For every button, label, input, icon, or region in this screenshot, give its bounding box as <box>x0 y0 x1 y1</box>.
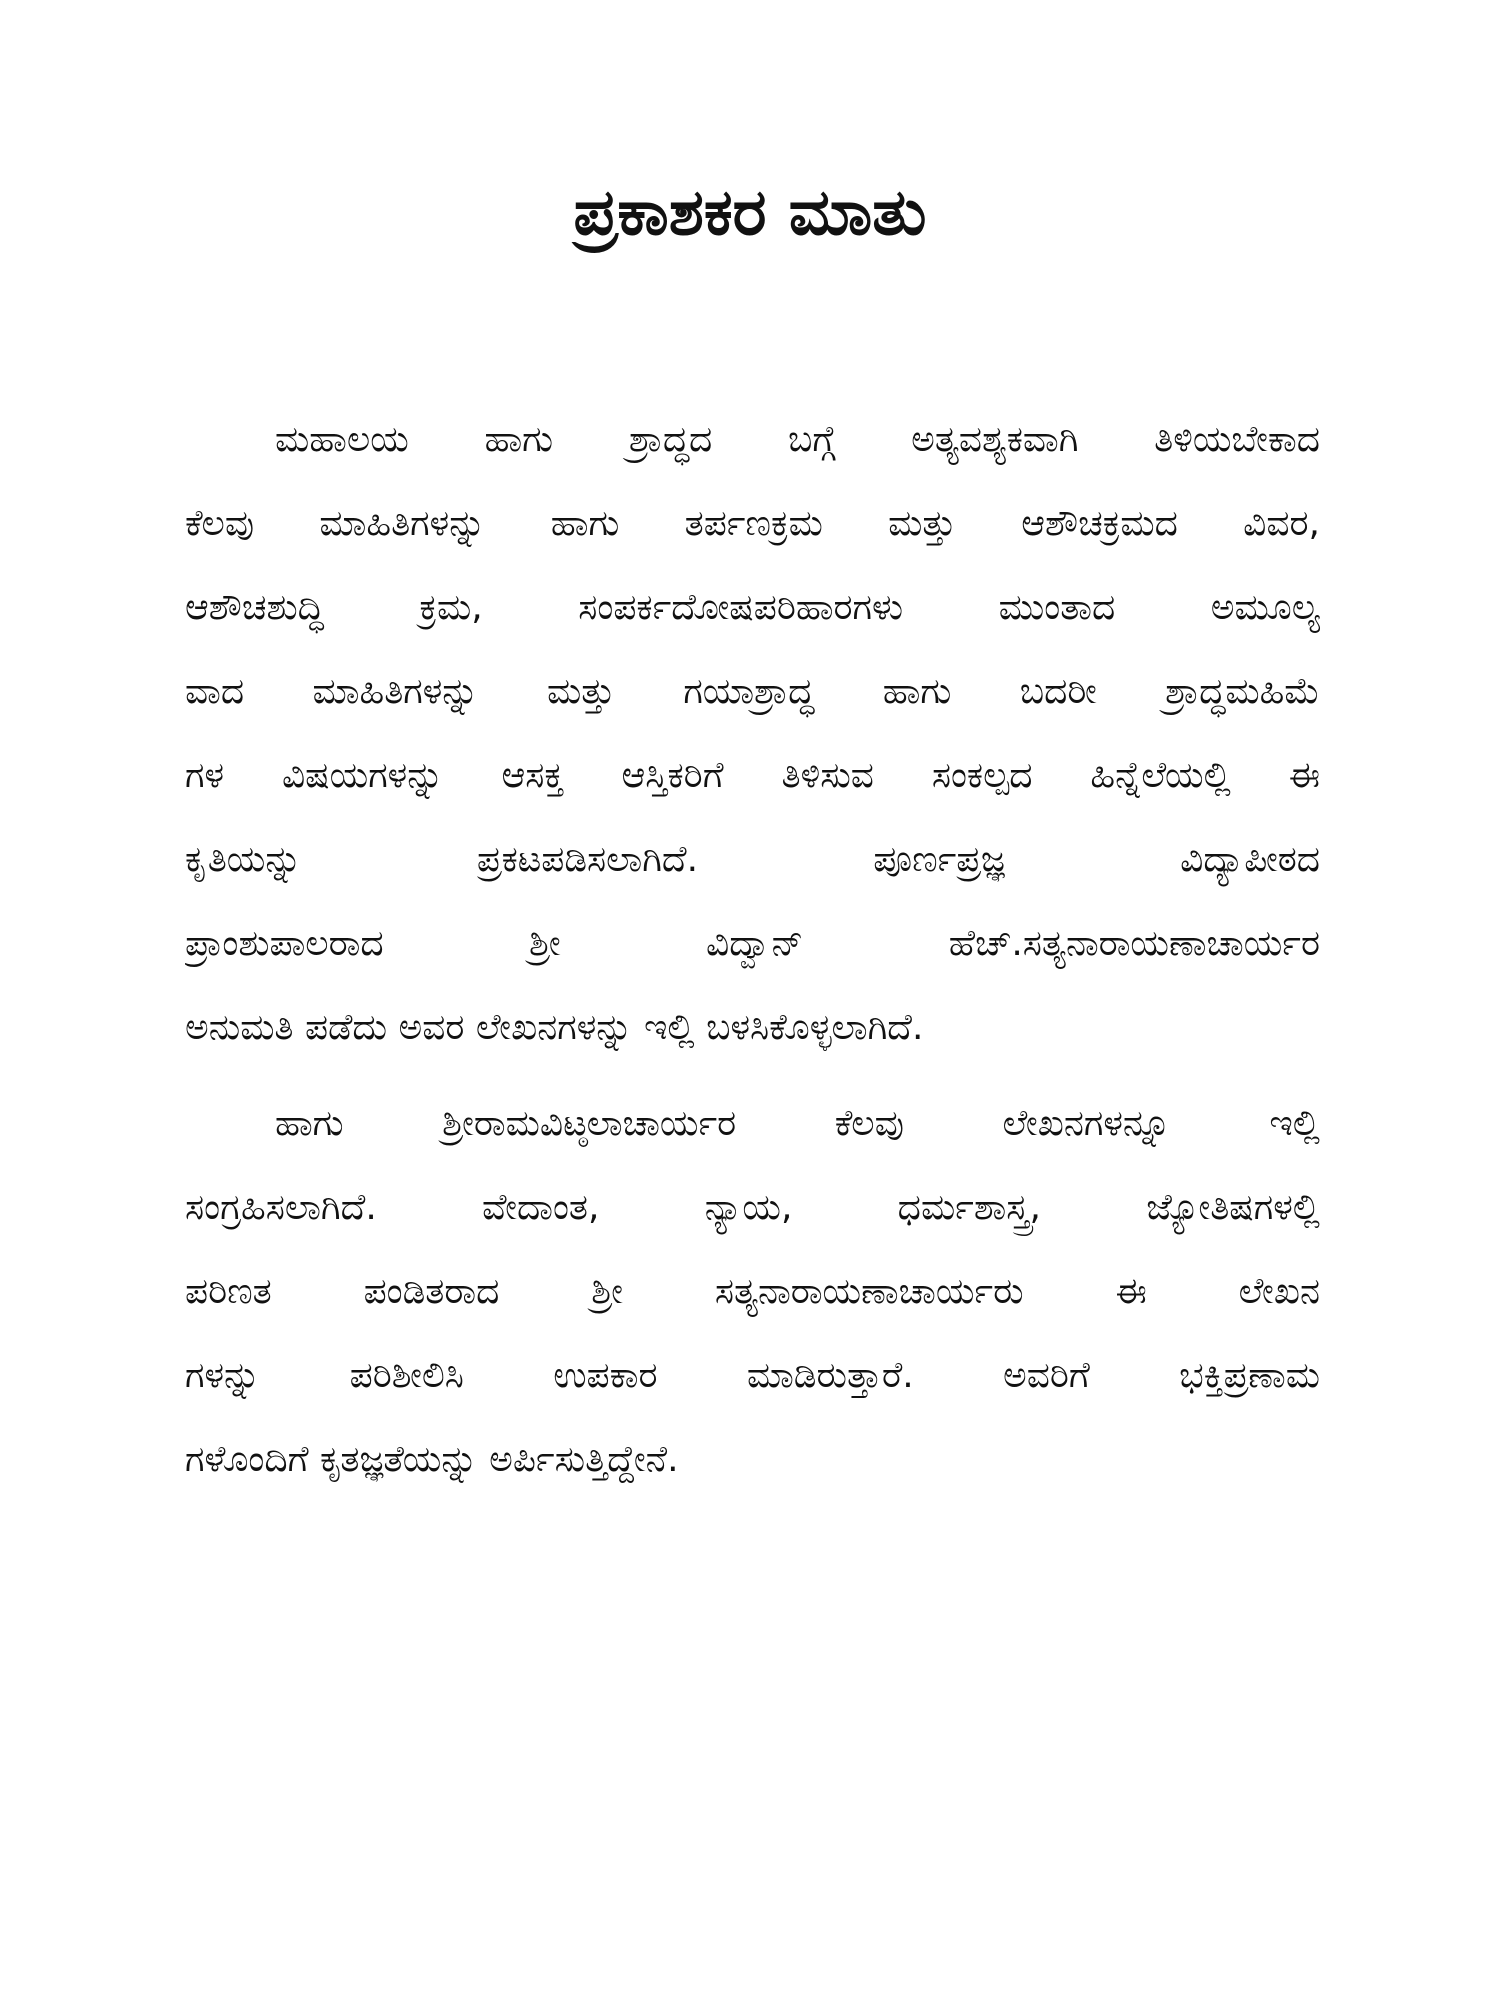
text-line: ಆಶೌಚಶುದ್ಧಿ ಕ್ರಮ, ಸಂಪರ್ಕದೋಷಪರಿಹಾರಗಳು ಮುಂತಾದ ಅಮೂಲ್ಯ <box>185 587 1320 628</box>
text-line: ಪ್ರಾಂಶುಪಾಲರಾದ ಶ್ರೀ ವಿದ್ವಾನ್ ಹೆಚ್.ಸತ್ಯನಾರಾಯಣಾಚಾರ್ಯರ <box>185 923 1320 964</box>
document-body <box>185 398 1320 1502</box>
text-line: ಸಂಗ್ರಹಿಸಲಾಗಿದೆ. ವೇದಾಂತ, ನ್ಯಾಯ, ಧರ್ಮಶಾಸ್ತ್ರ, ಜ್ಯೋತಿಷಗಳಲ್ಲಿ <box>185 1187 1320 1228</box>
text-line: ಹಾಗು ಶ್ರೀರಾಮವಿಟ್ಠಲಾಚಾರ್ಯರ ಕೆಲವು ಲೇಖನಗಳನ್ನೂ ಇಲ್ಲಿ <box>275 1103 1320 1144</box>
text-line: ಗಳ ವಿಷಯಗಳನ್ನು ಆಸಕ್ತ ಆಸ್ತಿಕರಿಗೆ ತಿಳಿಸುವ ಸಂಕಲ್ಪದ ಹಿನ್ನೆಲೆಯಲ್ಲಿ ಈ <box>185 755 1320 796</box>
text-line: ಪರಿಣತ ಪಂಡಿತರಾದ ಶ್ರೀ ಸತ್ಯನಾರಾಯಣಾಚಾರ್ಯರು ಈ ಲೇಖನ <box>185 1271 1320 1312</box>
paragraph-2 <box>185 1082 1320 1502</box>
paragraph-1 <box>185 398 1320 1070</box>
text-line: ಗಳನ್ನು ಪರಿಶೀಲಿಸಿ ಉಪಕಾರ ಮಾಡಿರುತ್ತಾರೆ. ಅವರಿಗೆ ಭಕ್ತಿಪ್ರಣಾಮ <box>185 1355 1320 1396</box>
text-line: ಅನುಮತಿ ಪಡೆದು ಅವರ ಲೇಖನಗಳನ್ನು ಇಲ್ಲಿ ಬಳಸಿಕೊಳ್ಳಲಾಗಿದೆ. <box>185 1007 924 1048</box>
text-line: ಕೆಲವು ಮಾಹಿತಿಗಳನ್ನು ಹಾಗು ತರ್ಪಣಕ್ರಮ ಮತ್ತು ಆಶೌಚಕ್ರಮದ ವಿವರ, <box>185 503 1320 544</box>
page-title: ಪ್ರಕಾಶಕರ ಮಾತು <box>573 176 927 250</box>
text-line: ಕೃತಿಯನ್ನು ಪ್ರಕಟಪಡಿಸಲಾಗಿದೆ. ಪೂರ್ಣಪ್ರಜ್ಞ ವಿದ್ಯಾಪೀಠದ <box>185 839 1320 880</box>
text-line: ಮಹಾಲಯ ಹಾಗು ಶ್ರಾದ್ಧದ ಬಗ್ಗೆ ಅತ್ಯವಶ್ಯಕವಾಗಿ ತಿಳಿಯಬೇಕಾದ <box>275 419 1320 460</box>
text-line: ಗಳೊಂದಿಗೆ ಕೃತಜ್ಞತೆಯನ್ನು ಅರ್ಪಿಸುತ್ತಿದ್ದೇನೆ. <box>185 1439 679 1480</box>
text-line: ವಾದ ಮಾಹಿತಿಗಳನ್ನು ಮತ್ತು ಗಯಾಶ್ರಾದ್ಧ ಹಾಗು ಬದರೀ ಶ್ರಾದ್ಧಮಹಿಮೆ <box>185 671 1320 712</box>
paragraph-gap <box>185 1070 1320 1082</box>
